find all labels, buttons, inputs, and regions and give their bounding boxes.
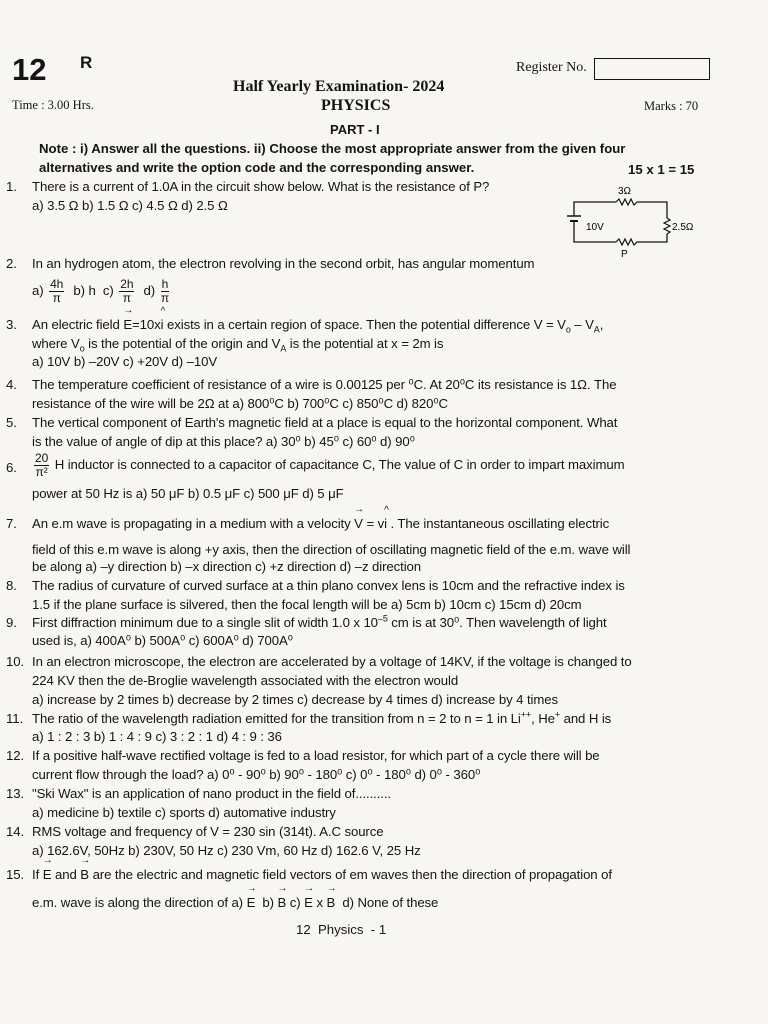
text-run: cm is at 30⁰. Then wavelength of light (387, 615, 607, 630)
text-run: , He (531, 711, 555, 726)
question-line-1 (32, 710, 611, 728)
question-line-2 (32, 335, 443, 353)
unit-vector-i: ^ i (384, 515, 387, 533)
text-run: exists in a certain region of space. Then the potential difference V = V (167, 317, 566, 332)
vector-b: → B (278, 894, 287, 912)
question-line-2: power at 50 Hz is a) 50 μF b) 0.5 μF c) 500 μF d) 5 μF (32, 486, 344, 501)
fraction-4h-pi (49, 278, 64, 305)
vector-b: → B (327, 894, 336, 912)
question-number: 15. (6, 867, 25, 882)
register-label: Register No. (516, 60, 587, 75)
question-number: 9. (6, 615, 17, 630)
text-run: H inductor is connected to a capacitor of capacitance C, The value of C in order to impart maximum (54, 457, 625, 472)
time-label: Time : 3.00 Hrs. (12, 98, 94, 112)
part-heading: PART - I (330, 122, 380, 137)
question-line-1: "Ski Wax" is an application of nano product in the field of.......... (32, 786, 391, 801)
label-3-ohm: 3Ω (618, 186, 632, 197)
question-line-1 (32, 866, 612, 884)
question-number: 3. (6, 317, 17, 332)
class-number: 12 (12, 52, 47, 87)
text-run: First diffraction minimum due to a single slit of width 1.0 x 10 (32, 615, 378, 630)
question-line-1 (32, 614, 607, 632)
superscript: –5 (377, 613, 388, 624)
text-run: is the potential at x = 2m is (286, 336, 444, 351)
text-run: . The instantaneous oscillating electric (390, 516, 610, 531)
circuit-wire (637, 202, 667, 218)
circuit-diagram (560, 180, 710, 260)
circuit-wire (574, 202, 616, 216)
question-text: In an hydrogen atom, the electron revolving in the second orbit, has angular momentum (32, 256, 535, 271)
question-line-1: The radius of curvature of curved surface at a thin plano convex lens is 10cm and the refractive index is (32, 578, 625, 593)
text-run: and H is (560, 711, 612, 726)
question-options: a) 10V b) –20V c) +20V d) –10V (32, 354, 218, 369)
register-number-box[interactable] (594, 58, 710, 80)
question-number: 1. (6, 179, 17, 194)
question-line-2: used is, a) 400A⁰ b) 500A⁰ c) 600A⁰ d) 700A⁰ (32, 633, 293, 648)
question-line-3: be along a) –y direction b) –x direction c) +z direction d) –z direction (32, 559, 421, 574)
page-footer: 12 Physics - 1 (296, 922, 387, 937)
velocity-equation: = v (362, 516, 385, 531)
fraction-numerator: 2h (120, 277, 134, 292)
question-line-2: 224 KV then the de-Broglie wavelength associated with the electron would (32, 673, 459, 688)
subscript: o (79, 343, 85, 354)
text-run: is the potential of the origin and V (84, 336, 281, 351)
fraction-20-pi-squared (34, 452, 49, 479)
question-line-2: 1.5 if the plane surface is silvered, then the focal length will be a) 5cm b) 10cm c) 15cm d) 20cm (32, 597, 582, 612)
superscript: ++ (520, 709, 532, 720)
text-run: An electric field (32, 317, 120, 332)
option-c-label: c) (289, 895, 301, 910)
note-line-2: alternatives and write the option code and the corresponding answer. (39, 160, 475, 175)
option-a-label: a) (32, 283, 44, 298)
question-line-2: a) medicine b) textile c) sports d) automative industry (32, 805, 336, 820)
circuit-wire (640, 234, 667, 242)
vector-e: → E (247, 894, 256, 912)
subscript: A (593, 324, 600, 335)
vector-e: → E (43, 866, 52, 884)
fraction-denominator: π (160, 291, 170, 306)
question-line-3: a) increase by 2 times b) decrease by 2 times c) decrease by 4 times d) increase by 4 times (32, 692, 558, 707)
label-p: P (621, 249, 628, 260)
option-d: d) None of these (342, 895, 439, 910)
fraction-numerator: 20 (35, 451, 49, 466)
question-line-1: If a positive half-wave rectified voltage is fed to a load resistor, for which part of a cycle there will be (32, 748, 600, 763)
question-number: 2. (6, 256, 17, 271)
cross-symbol: x (316, 895, 323, 910)
fraction-denominator: π (122, 291, 131, 306)
question-line-1: RMS voltage and frequency of V = 230 sin (314t). A.C source (32, 824, 384, 839)
label-10v: 10V (586, 222, 604, 233)
question-number: 5. (6, 415, 17, 430)
option-b: b) h (73, 283, 96, 298)
fraction-denominator: π (52, 291, 61, 306)
fraction-h-pi (161, 278, 170, 305)
question-text: There is a current of 1.0A in the circuit show below. What is the resistance of P? (32, 179, 490, 194)
question-options (32, 277, 171, 305)
resistor-p (616, 239, 640, 245)
question-line-1: In an electron microscope, the electron are accelerated by a voltage of 14KV, if the voltage is changed to (32, 654, 632, 669)
label-2-5-ohm: 2.5Ω (672, 222, 694, 233)
question-number: 14. (6, 824, 25, 839)
fraction-numerator: h (161, 277, 169, 292)
question-line-1 (32, 451, 624, 479)
question-line-2: is the value of angle of dip at this place? a) 30⁰ b) 45⁰ c) 60⁰ d) 90⁰ (32, 434, 415, 449)
text-run: , (599, 317, 604, 332)
subscript: A (280, 343, 287, 354)
series-code: R (80, 53, 93, 72)
question-number: 4. (6, 377, 17, 392)
text-run: If (32, 867, 40, 882)
question-line-1 (32, 316, 603, 334)
text-run: – V (570, 317, 594, 332)
field-equation: =10x (132, 317, 161, 332)
text-run: where V (32, 336, 80, 351)
question-number: 6. (6, 460, 17, 475)
text-run: and (55, 867, 77, 882)
vector-e: → E (304, 894, 313, 912)
question-line-2 (32, 894, 438, 912)
question-line-2: a) 1 : 2 : 3 b) 1 : 4 : 9 c) 3 : 2 : 1 d) 4 : 9 : 36 (32, 729, 282, 744)
question-number: 13. (6, 786, 25, 801)
subscript: o (565, 324, 571, 335)
resistor-right (664, 218, 670, 234)
note-line-1: Note : i) Answer all the questions. ii) Choose the most appropriate answer from the given four (39, 141, 626, 156)
vector-e: → E (123, 316, 132, 334)
question-number: 12. (6, 748, 25, 763)
question-line-1 (32, 515, 609, 533)
option-b-label: b) (262, 895, 274, 910)
score-label: 15 x 1 = 15 (628, 162, 695, 177)
question-line-2: a) 162.6V, 50Hz b) 230V, 50 Hz c) 230 Vm, 60 Hz d) 162.6 V, 25 Hz (32, 843, 421, 858)
question-line-1: The vertical component of Earth's magnetic field at a place is equal to the horizontal component. What (32, 415, 618, 430)
option-c-label: c) (102, 283, 114, 298)
question-options: a) 3.5 Ω b) 1.5 Ω c) 4.5 Ω d) 2.5 Ω (32, 198, 228, 213)
question-line-1: The temperature coefficient of resistance of a wire is 0.00125 per ⁰C. At 20⁰C its resistance is 1Ω. The (32, 377, 617, 392)
fraction-2h-pi (119, 278, 134, 305)
text-run: An e.m wave is propagating in a medium with a velocity (32, 516, 351, 531)
marks-label: Marks : 70 (644, 99, 699, 113)
question-number: 7. (6, 516, 17, 531)
question-number: 10. (6, 654, 25, 669)
question-line-2: resistance of the wire will be 2Ω at a) 800⁰C b) 700⁰C c) 850⁰C d) 820⁰C (32, 396, 448, 411)
vector-v: → V (354, 515, 363, 533)
question-number: 11. (6, 711, 24, 726)
text-run: are the electric and magnetic field vectors of em waves then the direction of propagation of (92, 867, 612, 882)
question-line-2: field of this e.m wave is along +y axis, then the direction of oscillating magnetic field of the e.m. wave will (32, 542, 631, 557)
unit-vector-i: ^ i (161, 316, 164, 334)
question-line-2: current flow through the load? a) 0⁰ - 90⁰ b) 90⁰ - 180⁰ c) 0⁰ - 180⁰ d) 0⁰ - 360⁰ (32, 767, 481, 782)
resistor-top (616, 199, 637, 205)
vector-b: → B (80, 866, 89, 884)
fraction-numerator: 4h (50, 277, 64, 292)
superscript: + (554, 709, 561, 720)
question-number: 8. (6, 578, 17, 593)
option-d-label: d) (143, 283, 156, 298)
subject-title: PHYSICS (321, 97, 391, 114)
exam-title: Half Yearly Examination- 2024 (233, 78, 445, 95)
fraction-denominator: π² (35, 465, 48, 480)
text-run: e.m. wave is along the direction of a) (32, 895, 243, 910)
text-run: The ratio of the wavelength radiation emitted for the transition from n = 2 to n = 1 in Li (32, 711, 521, 726)
